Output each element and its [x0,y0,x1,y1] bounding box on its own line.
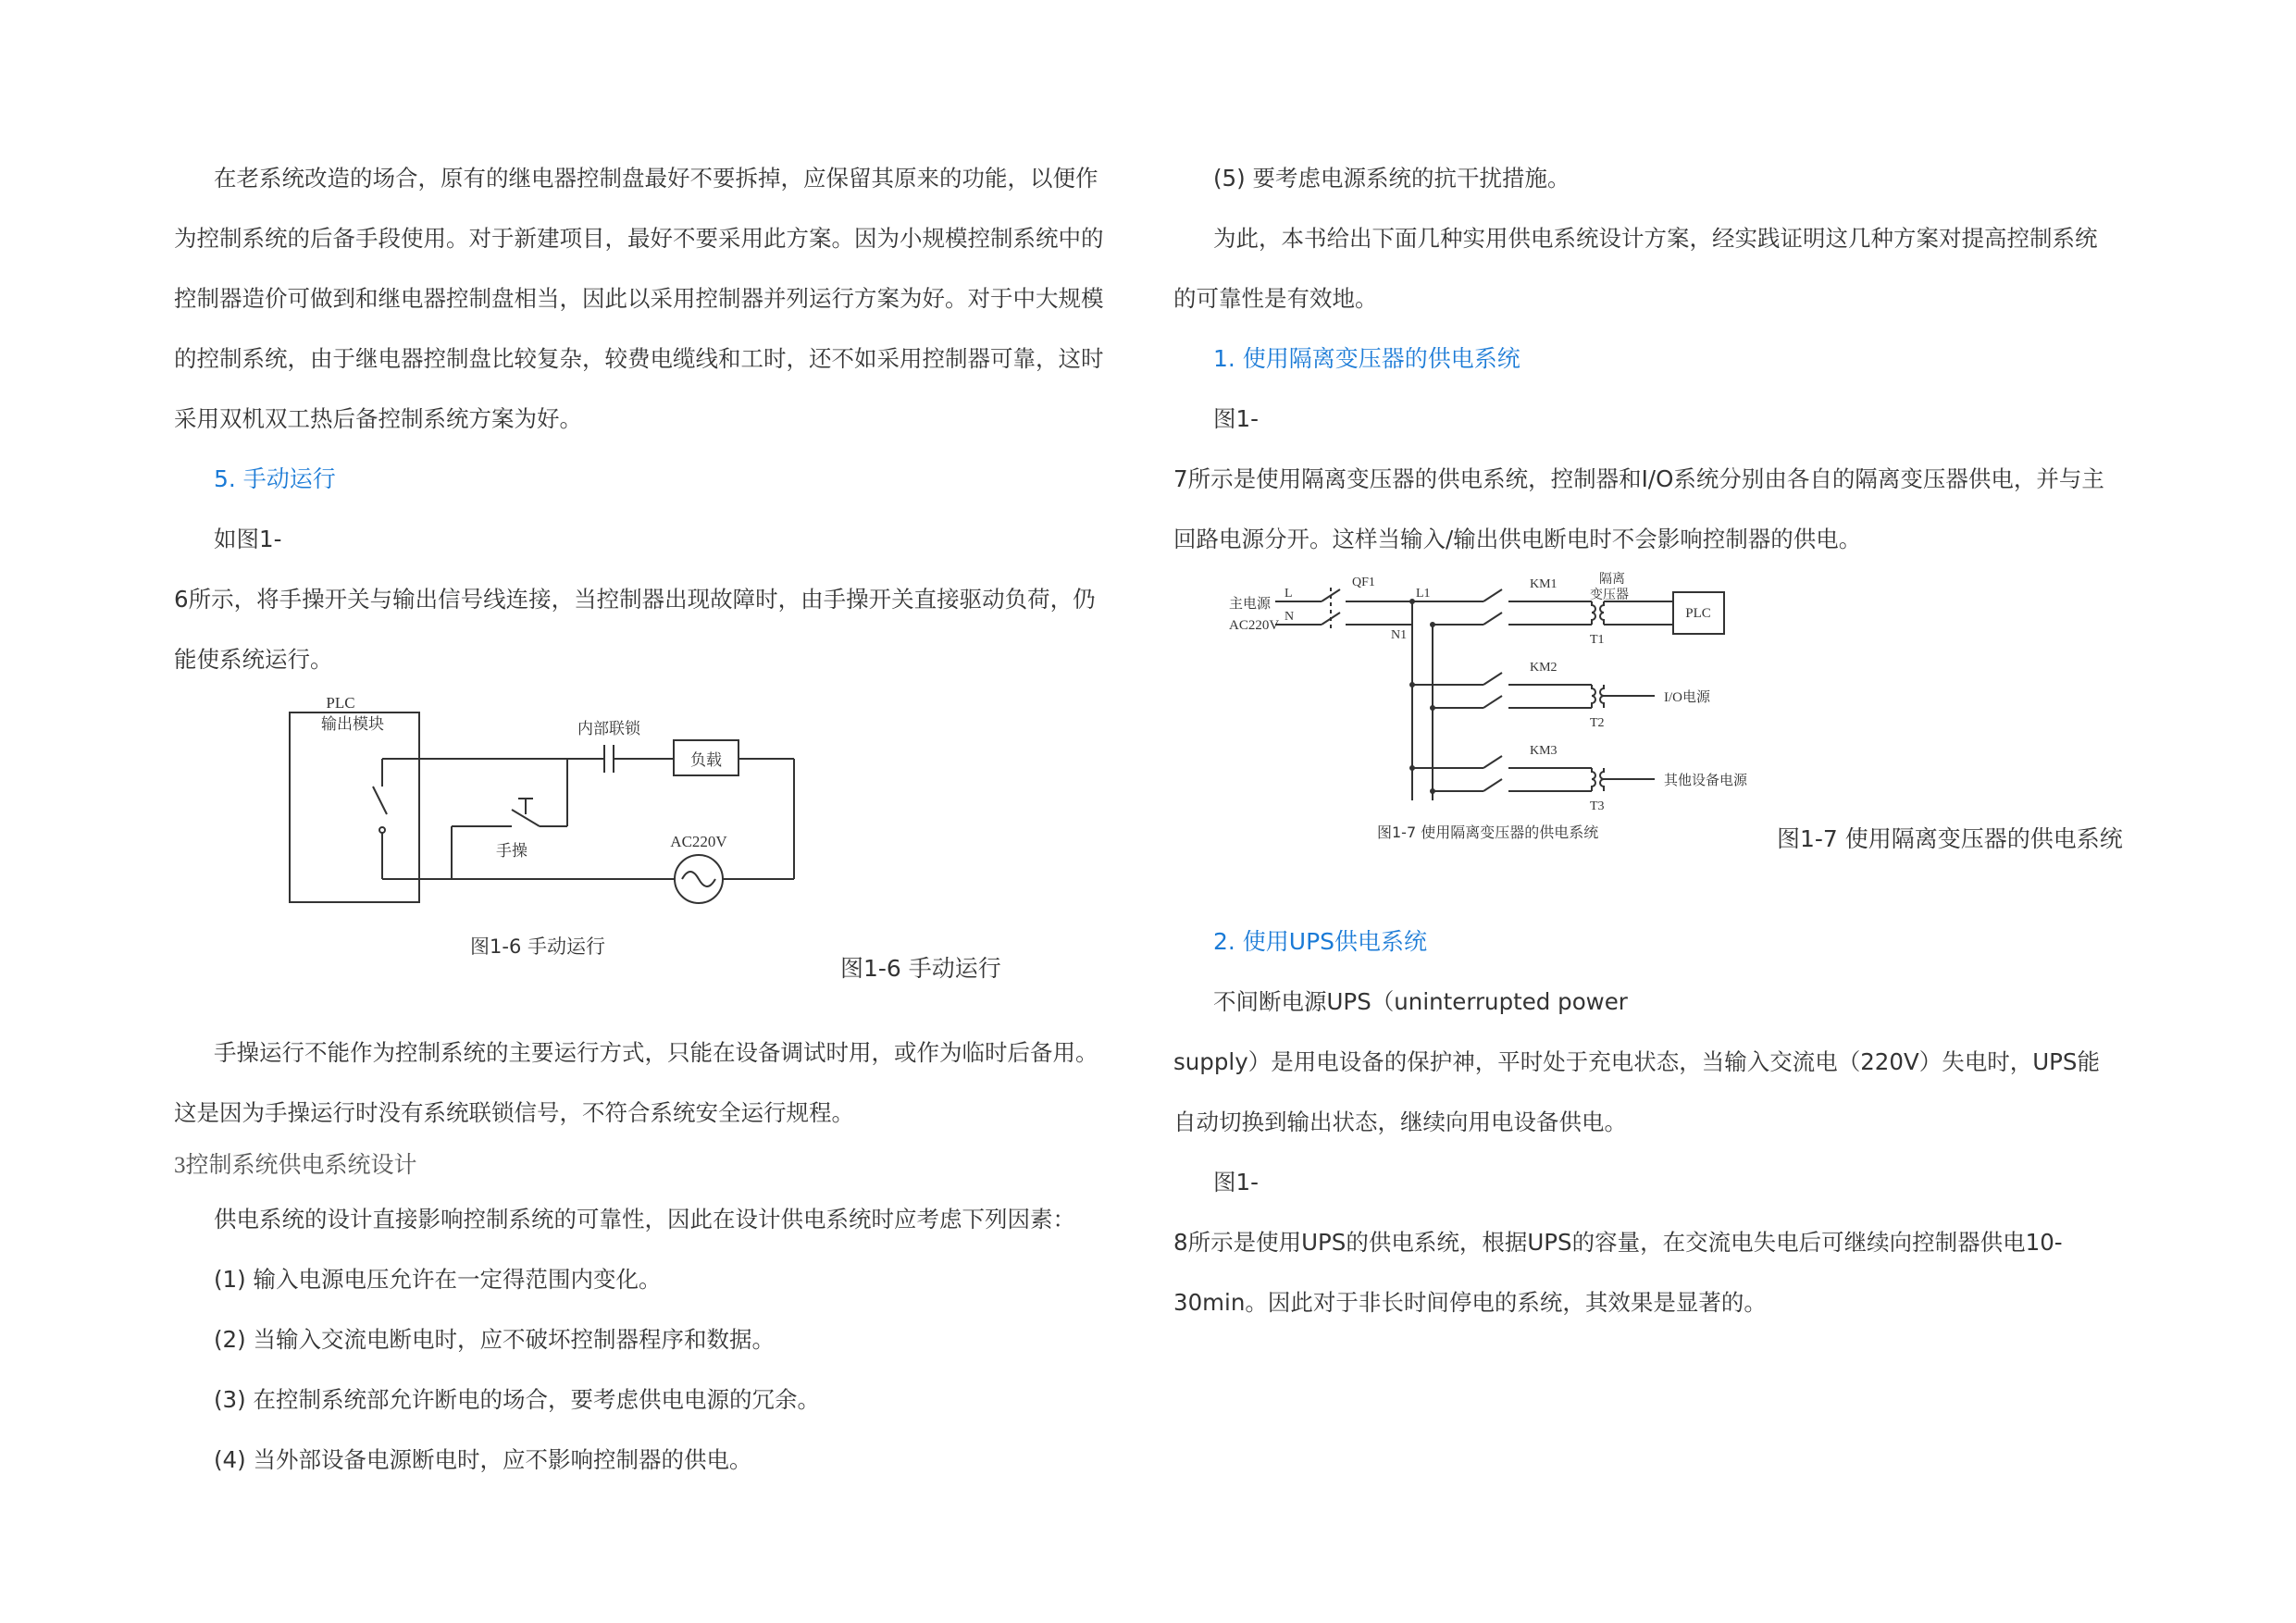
paragraph-line: 能使系统运行。 [174,646,333,673]
list-item: (1) 输入电源电压允许在一定得范围内变化。 [214,1266,662,1293]
paragraph-line: 在老系统改造的场合，原有的继电器控制盘最好不要拆掉，应保留其原来的功能，以便作 [214,165,1098,192]
load-label: 负载 [690,751,722,769]
km2-label: KM2 [1530,661,1558,675]
plc-box-label: PLC [1685,606,1711,621]
paragraph-line: 供电系统的设计直接影响控制系统的可靠性，因此在设计供电系统时应考虑下列因素： [214,1206,1075,1233]
qf1-label: QF1 [1352,576,1375,589]
paragraph-line: 采用双机双工热后备控制系统方案为好。 [174,405,582,432]
l1-label: L1 [1416,587,1431,601]
paragraph-line: 30min。因此对于非长时间停电的系统，其效果是显著的。 [1173,1289,1767,1316]
figure-1-7 [1173,569,2131,911]
line-l-label: L [1285,587,1293,601]
figure-inner-caption: 图1-7 使用隔离变压器的供电系统 [1377,824,1599,841]
section-heading-ups: 2. 使用UPS供电系统 [1213,928,1428,955]
paragraph-line: 手操运行不能作为控制系统的主要运行方式，只能在设备调试时用，或作为临时后备用。 [214,1039,1098,1066]
t1-label: T1 [1590,633,1605,647]
ac220v-label: AC220V [1229,618,1280,633]
line-n-label: N [1285,610,1295,624]
section-heading-isolation-transformer: 1. 使用隔离变压器的供电系统 [1213,345,1520,372]
ac-label: AC220V [670,833,727,850]
t3-label: T3 [1590,799,1605,813]
figure-reference: 如图1- [214,526,282,552]
paragraph-line: 回路电源分开。这样当输入/输出供电断电时不会影响控制器的供电。 [1173,526,1862,552]
paragraph-line: 6所示，将手操开关与输出信号线连接，当控制器出现故障时，由手操开关直接驱动负荷，仍 [174,586,1096,613]
paragraph-line: 的控制系统，由于继电器控制盘比较复杂，较费电缆线和工时，还不如采用控制器可靠，这时 [174,345,1104,372]
list-item: (4) 当外部设备电源断电时，应不影响控制器的供电。 [214,1446,752,1473]
paragraph-line: 自动切换到输出状态，继续向用电设备供电。 [1173,1109,1627,1135]
paragraph-line: 控制器造价可做到和继电器控制盘相当，因此以采用控制器并列运行方案为好。对于中大规模 [174,285,1104,312]
plc-label: PLC [326,694,355,712]
isolation-transformer-diagram [1173,569,2131,911]
paragraph-line: 8所示是使用UPS的供电系统，根据UPS的容量，在交流电失电后可继续向控制器供电10- [1173,1229,2063,1256]
km1-label: KM1 [1530,577,1558,591]
isolation-label: 隔离 [1599,573,1625,587]
list-item: (3) 在控制系统部允许断电的场合，要考虑供电电源的冗余。 [214,1386,820,1413]
t2-label: T2 [1590,716,1605,730]
interlock-label: 内部联锁 [577,720,640,737]
paragraph-line: 的可靠性是有效地。 [1173,285,1378,312]
section-heading-manual-run: 5. 手动运行 [214,465,336,492]
right-column [1173,148,2131,1332]
figure-caption: 图1-6 手动运行 [840,955,1001,982]
figure-reference: 图1- [1213,405,1259,432]
left-column [174,148,1132,1490]
figure-reference: 图1- [1213,1169,1259,1196]
io-power-label: I/O电源 [1664,690,1710,705]
manual-label: 手操 [496,842,527,860]
list-item: (2) 当输入交流电断电时，应不破坏控制器程序和数据。 [214,1326,775,1353]
paragraph-line: 7所示是使用隔离变压器的供电系统，控制器和I/O系统分别由各自的隔离变压器供电，并与主 [1173,465,2104,492]
km3-label: KM3 [1530,744,1558,758]
list-item: (5) 要考虑电源系统的抗干扰措施。 [1213,165,1570,192]
paragraph-line: 不间断电源UPS（uninterrupted power [1213,988,1628,1015]
figure-1-6 [174,689,1132,1022]
paragraph-line: supply）是用电设备的保护神，平时处于充电状态，当输入交流电（220V）失电时，UPS能 [1173,1048,2100,1075]
main-power-label: 主电源 [1229,597,1272,612]
n1-label: N1 [1391,628,1408,642]
paragraph-line: 这是因为手操运行时没有系统联锁信号，不符合系统安全运行规程。 [174,1099,854,1126]
figure-caption: 图1-7 使用隔离变压器的供电系统 [1777,825,2123,852]
module-label: 输出模块 [321,715,384,733]
figure-inner-caption: 图1-6 手动运行 [470,935,605,958]
section-heading-power-design: 3控制系统供电系统设计 [174,1153,417,1178]
paragraph-line: 为控制系统的后备手段使用。对于新建项目，最好不要采用此方案。因为小规模控制系统中的 [174,225,1104,252]
transformer-label: 变压器 [1590,588,1629,602]
other-power-label: 其他设备电源 [1664,774,1748,788]
paragraph-line: 为此，本书给出下面几种实用供电系统设计方案，经实践证明这几种方案对提高控制系统 [1213,225,2098,252]
